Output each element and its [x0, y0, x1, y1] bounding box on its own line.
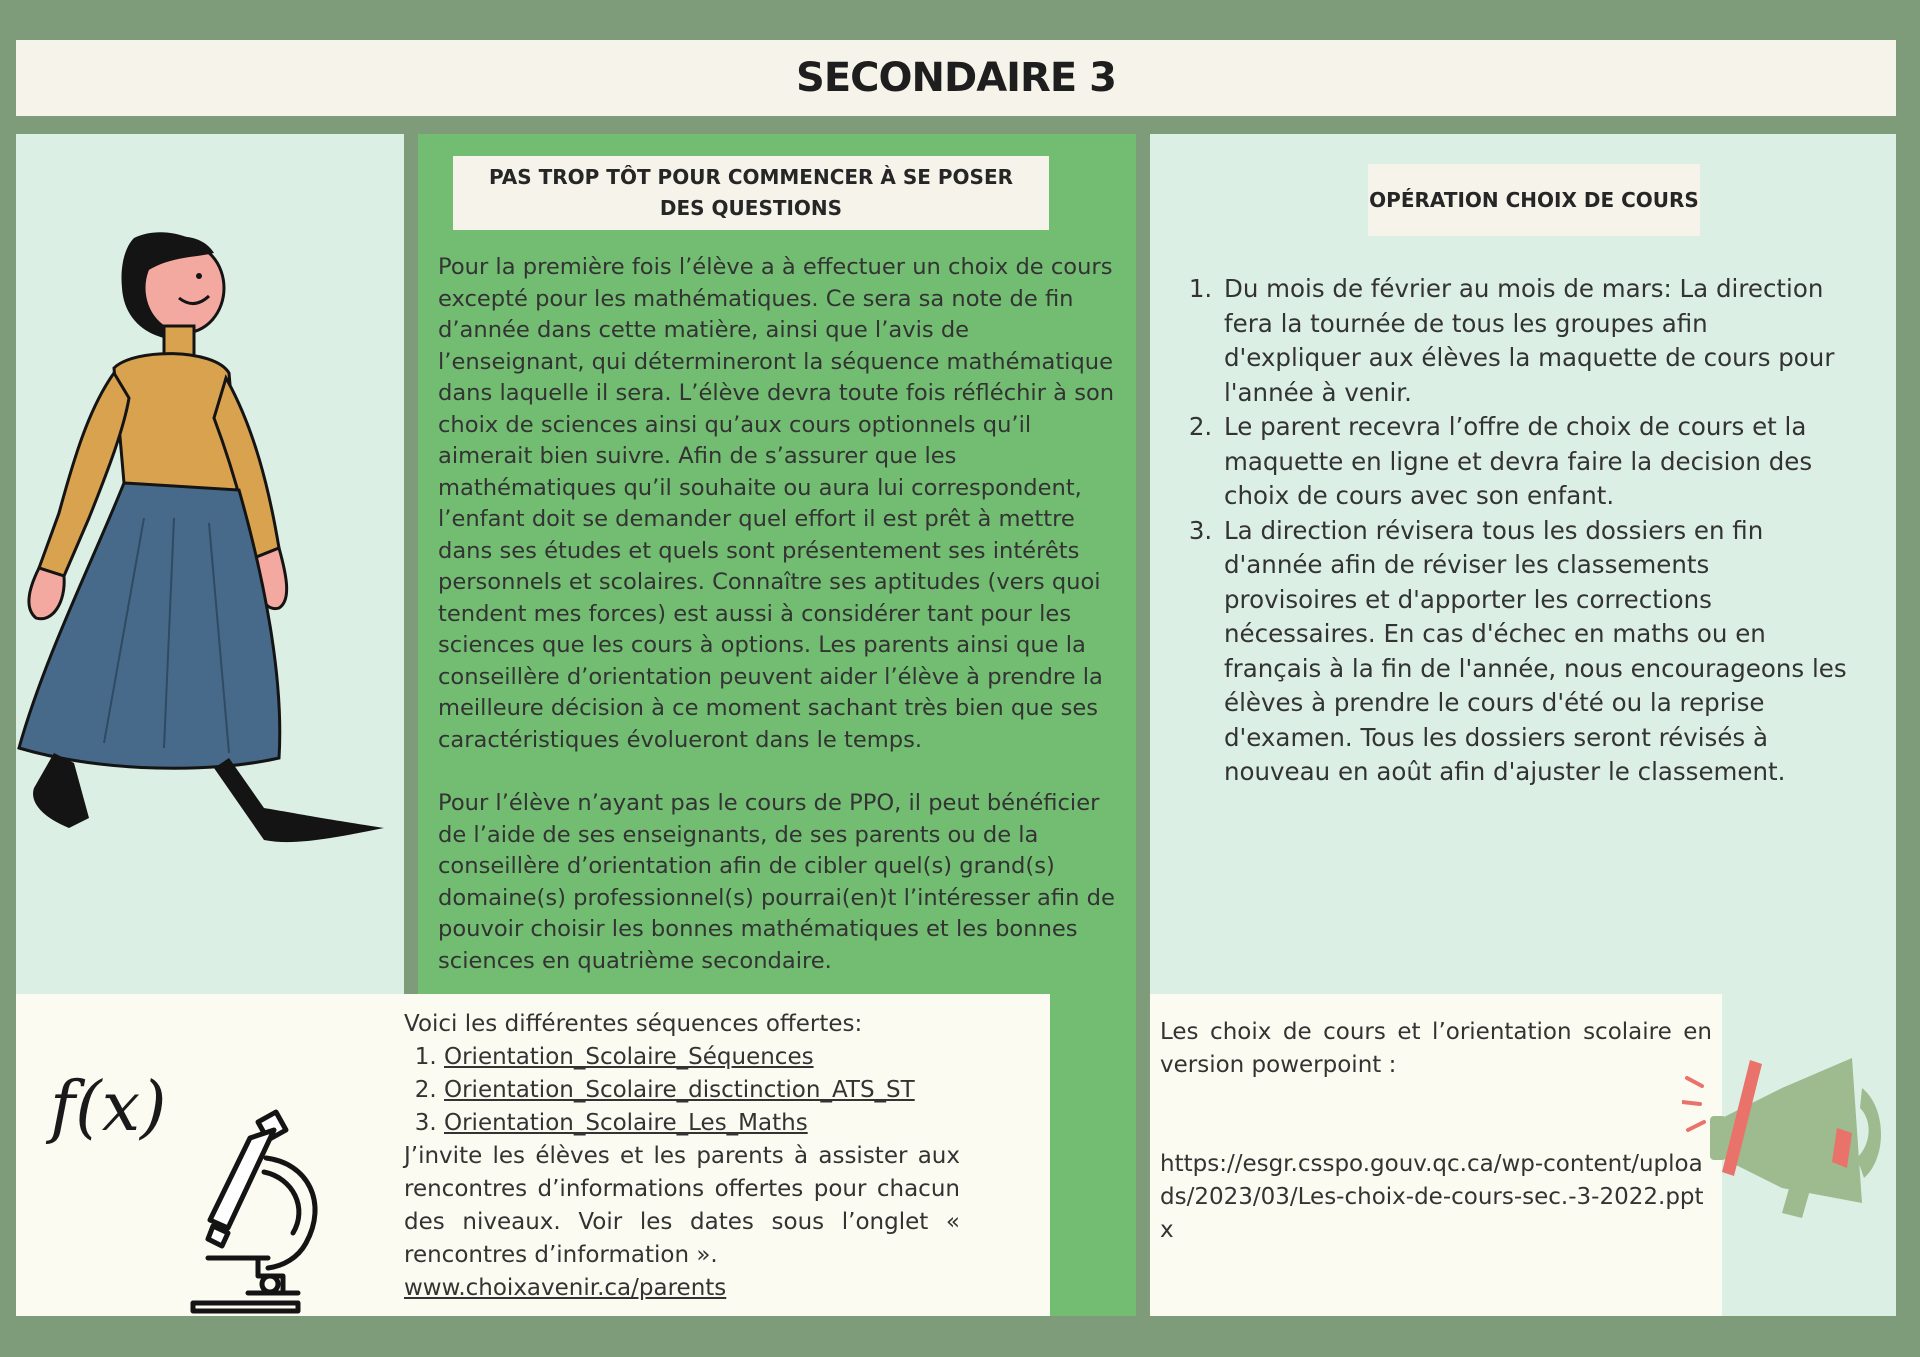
course-choice-steps	[1190, 272, 1850, 790]
link-maths[interactable]: Orientation_Scolaire_Les_Maths	[444, 1110, 808, 1136]
sequence-links	[404, 1041, 960, 1140]
list-item: 3. La direction révisera tous les dossiers en fin d'année afin de réviser les classements provisoires et d'apporter les corrections nécessaires. En cas d'échec en maths ou en français à la fin de l'année, nous encourageons les élèves à prendre le cours d'été ou la reprise d'examen. Tous les dossiers seront révisés à nouveau en août afin d'ajuster le classement.	[1220, 514, 1850, 790]
middle-paragraph-2: Pour l’élève n’ayant pas le cours de PPO, il peut bénéficier de l’aide de ses enseignants, de ses parents ou de la conseillère d’orientation afin de cibler quel(s) grand(s) domaine(s) professionnel(s) pourrai(en)t l’intéresser afin de pouvoir choisir les bonnes mathématiques et les bonnes sciences en quatrième secondaire.	[438, 790, 1115, 974]
middle-body	[438, 252, 1120, 1009]
sequences-intro: Voici les différentes séquences offertes:	[404, 1011, 863, 1037]
powerpoint-section	[1160, 1016, 1712, 1247]
list-item: 2. Le parent recevra l’offre de choix de cours et la maquette en ligne et devra faire la decision des choix de cours avec son enfant.	[1220, 410, 1850, 514]
sequences-section	[404, 1008, 960, 1305]
megaphone-icon	[1682, 1058, 1892, 1228]
powerpoint-text: Les choix de cours et l’orientation scolaire en version powerpoint :	[1160, 1019, 1712, 1078]
list-item	[444, 1041, 960, 1074]
microscope-icon	[188, 1108, 336, 1314]
link-ats-st[interactable]: Orientation_Scolaire_disctinction_ATS_ST	[444, 1077, 915, 1103]
fx-icon: f(x)	[50, 1068, 167, 1147]
invite-text: J’invite les élèves et les parents à assister aux rencontres d’informations offertes pour chacun des niveaux. Voir les dates sous l’onglet « rencontres d’information ».	[404, 1143, 960, 1268]
title-bar	[16, 40, 1896, 116]
list-item: 1. Du mois de février au mois de mars: La direction fera la tournée de tous les groupes afin d'expliquer aux élèves la maquette de cours pour l'année à venir.	[1220, 272, 1850, 410]
list-item	[444, 1107, 960, 1140]
middle-paragraph-1: Pour la première fois l’élève a à effectuer un choix de cours excepté pour les mathématiques. Ce sera sa note de fin d’année dans cette matière, ainsi que l’avis de l’enseignant, qui détermineront la séquence mathématique dans laquelle il sera. L’élève devra toute fois réfléchir à son choix de sciences ainsi qu’aux cours optionnels qu’il aimerait bien suivre. Afin de s’assurer que les mathématiques qu’il souhaite ou aura lui correspondent, l’enfant doit se demander quel effort il est prêt à mettre dans ses études et quels sont présentement ses intérêts personnels et scolaires. Connaître ses aptitudes (vers quoi tendent mes forces) est aussi à considérer tant pour les sciences que les cours à options. Les parents ainsi que la conseillère d’orientation peuvent aider l’élève à prendre la meilleure décision à ce moment sachant très bien que ses caractéristiques évolueront dans le temps.	[438, 254, 1115, 753]
powerpoint-url[interactable]: https://esgr.csspo.gouv.qc.ca/wp-content/uploads/2023/03/Les-choix-de-cours-sec.-3-2022.pptx	[1160, 1151, 1704, 1243]
link-sequences[interactable]: Orientation_Scolaire_Séquences	[444, 1044, 814, 1070]
list-item	[444, 1074, 960, 1107]
choixavenir-link[interactable]: www.choixavenir.ca/parents	[404, 1275, 727, 1301]
right-heading: OPÉRATION CHOIX DE COURS	[1368, 164, 1700, 236]
middle-heading: PAS TROP TÔT POUR COMMENCER À SE POSER DES QUESTIONS	[453, 156, 1049, 230]
page-title: SECONDAIRE 3	[796, 55, 1116, 101]
woman-illustration	[14, 228, 394, 848]
